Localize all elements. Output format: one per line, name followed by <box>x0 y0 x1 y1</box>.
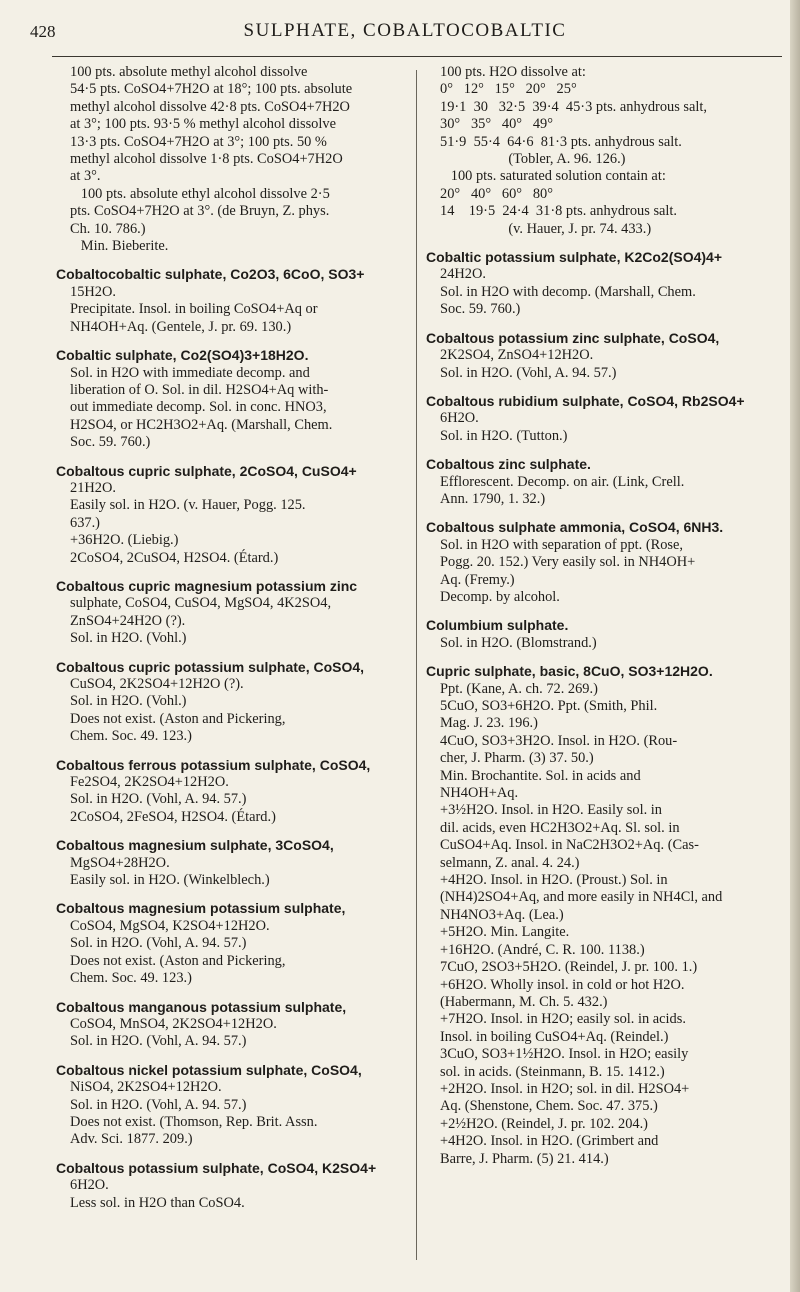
text-line: Soc. 59. 760.) <box>440 301 521 318</box>
text-line: liberation of O. Sol. in dil. H2SO4+Aq with- <box>70 381 329 398</box>
text-line: Min. Brochantite. Sol. in acids and <box>440 767 641 784</box>
text-line: 2K2SO4, ZnSO4+12H2O. <box>440 347 594 364</box>
text-line: Mag. J. 23. 196.) <box>440 715 538 732</box>
text-line: H2SO4, or HC2H3O2+Aq. (Marshall, Chem. <box>70 416 333 433</box>
text-line: Chem. Soc. 49. 123.) <box>70 728 192 745</box>
text-line: at 3°; 100 pts. 93·5 % methyl alcohol dissolve <box>70 116 336 133</box>
text-block <box>56 64 408 255</box>
text-line: Easily sol. in H2O. (Winkelblech.) <box>70 872 270 889</box>
text-line: sulphate, CoSO4, CuSO4, MgSO4, 4K2SO4, <box>70 595 332 612</box>
text-line: Sol. in H2O. (Vohl, A. 94. 57.) <box>70 1096 247 1113</box>
text-line: 20° 40° 60° 80° <box>440 185 553 202</box>
page-edge-shadow <box>790 0 800 1292</box>
dictionary-entry <box>56 757 408 827</box>
text-line: CoSO4, MgSO4, K2SO4+12H2O. <box>70 917 270 934</box>
entry-heading: Cobaltous rubidium sulphate, CoSO4, Rb2SO4+ <box>426 392 745 409</box>
text-line: 100 pts. H2O dissolve at: <box>440 64 586 80</box>
dictionary-entry <box>426 663 776 1168</box>
text-line: 7CuO, 2SO3+5H2O. (Reindel, J. pr. 100. 1.) <box>440 959 698 976</box>
text-line: Soc. 59. 760.) <box>70 434 151 451</box>
text-line: Sol. in H2O. (Vohl, A. 94. 57.) <box>70 1033 247 1050</box>
dictionary-entry <box>56 463 408 567</box>
dictionary-entry <box>56 837 408 889</box>
text-line: Adv. Sci. 1877. 209.) <box>70 1131 193 1148</box>
text-line: (v. Hauer, J. pr. 74. 433.) <box>440 220 652 237</box>
text-line: 100 pts. saturated solution contain at: <box>440 168 666 185</box>
entry-heading: Cobaltous magnesium sulphate, 3CoSO4, <box>56 837 334 854</box>
text-line: NH4OH+Aq. <box>440 785 519 802</box>
text-line: 0° 12° 15° 20° 25° <box>440 81 577 98</box>
text-line: +36H2O. (Liebig.) <box>70 532 179 549</box>
text-line: +2½H2O. (Reindel, J. pr. 102. 204.) <box>440 1115 648 1132</box>
entry-heading: Cobaltic potassium sulphate, K2Co2(SO4)4+ <box>426 249 723 266</box>
text-block <box>426 64 776 238</box>
text-line: selmann, Z. anal. 4. 24.) <box>440 854 580 871</box>
entry-heading: Cobaltous ferrous potassium sulphate, CoSO4, <box>56 756 371 773</box>
text-line: Sol. in H2O. (Vohl, A. 94. 57.) <box>70 935 247 952</box>
text-line: sol. in acids. (Steinmann, B. 15. 1412.) <box>440 1063 665 1080</box>
text-line: Sol. in H2O with decomp. (Marshall, Chem. <box>440 283 696 300</box>
text-line: Sol. in H2O with separation of ppt. (Rose, <box>440 536 684 553</box>
text-line: Ann. 1790, 1. 32.) <box>440 490 546 507</box>
text-line: +7H2O. Insol. in H2O; easily sol. in acids. <box>440 1011 686 1028</box>
text-line: Ch. 10. 786.) <box>70 220 146 237</box>
dictionary-entry <box>56 1160 408 1212</box>
text-line: dil. acids, even HC2H3O2+Aq. Sl. sol. in <box>440 819 680 836</box>
text-line: CoSO4, MnSO4, 2K2SO4+12H2O. <box>70 1015 277 1032</box>
text-line: Precipitate. Insol. in boiling CoSO4+Aq or <box>70 301 318 318</box>
text-line: Sol. in H2O. (Tutton.) <box>440 427 568 444</box>
entry-heading: Cobaltous potassium zinc sulphate, CoSO4, <box>426 329 720 346</box>
dictionary-entry <box>56 900 408 987</box>
text-line: 15H2O. <box>70 283 116 300</box>
text-line: Less sol. in H2O than CoSO4. <box>70 1194 245 1211</box>
text-line: 3CuO, SO3+1½H2O. Insol. in H2O; easily <box>440 1046 689 1063</box>
text-line: +5H2O. Min. Langite. <box>440 924 570 941</box>
entry-heading: Cobaltous magnesium potassium sulphate, <box>56 900 346 917</box>
entry-heading: Cobaltocobaltic sulphate, Co2O3, 6CoO, SO3+ <box>56 266 365 283</box>
text-line: Does not exist. (Aston and Pickering, <box>70 952 286 969</box>
text-line: Barre, J. Pharm. (5) 21. 414.) <box>440 1150 609 1167</box>
text-line: 54·5 pts. CoSO4+7H2O at 18°; 100 pts. absolute <box>70 81 353 98</box>
header-rule <box>52 56 782 57</box>
text-line: 4CuO, SO3+3H2O. Insol. in H2O. (Rou- <box>440 732 678 749</box>
text-line: CuSO4, 2K2SO4+12H2O (?). <box>70 676 244 692</box>
text-line: Sol. in H2O. (Vohl, A. 94. 57.) <box>440 364 617 381</box>
text-line: cher, J. Pharm. (3) 37. 50.) <box>440 750 594 767</box>
text-line: Insol. in boiling CuSO4+Aq. (Reindel.) <box>440 1028 669 1045</box>
dictionary-entry <box>426 456 776 508</box>
text-line: (NH4)2SO4+Aq, and more easily in NH4Cl, and <box>440 889 723 906</box>
text-line: +16H2O. (André, C. R. 100. 1138.) <box>440 941 645 958</box>
text-line: 100 pts. absolute ethyl alcohol dissolve 2·5 <box>70 185 330 202</box>
text-line: 30° 35° 40° 49° <box>440 116 553 133</box>
dictionary-entry <box>56 1062 408 1149</box>
text-line: Does not exist. (Aston and Pickering, <box>70 710 286 727</box>
text-line: Aq. (Fremy.) <box>440 571 515 588</box>
entry-heading: Cobaltic sulphate, Co2(SO4)3+18H2O. <box>56 347 309 364</box>
page-header <box>30 18 780 52</box>
text-line: Does not exist. (Thomson, Rep. Brit. Assn. <box>70 1113 318 1130</box>
text-line: Ppt. (Kane, A. ch. 72. 269.) <box>440 680 598 697</box>
dictionary-entry <box>56 347 408 451</box>
text-line: Chem. Soc. 49. 123.) <box>70 970 192 987</box>
text-line: Sol. in H2O. (Vohl.) <box>70 693 187 710</box>
entry-heading: Cobaltous nickel potassium sulphate, CoSO4, <box>56 1061 362 1078</box>
text-line: Efflorescent. Decomp. on air. (Link, Crell. <box>440 473 685 490</box>
dictionary-entry <box>426 617 776 652</box>
text-line: ZnSO4+24H2O (?). <box>70 612 186 629</box>
left-column <box>56 64 408 1223</box>
text-line: methyl alcohol dissolve 1·8 pts. CoSO4+7H2O <box>70 151 343 168</box>
running-title: SULPHATE, COBALTOCOBALTIC <box>243 20 567 41</box>
text-line: +4H2O. Insol. in H2O. (Grimbert and <box>440 1133 659 1150</box>
entry-heading: Cobaltous potassium sulphate, CoSO4, K2SO4+ <box>56 1159 377 1176</box>
dictionary-entry <box>56 266 408 336</box>
entry-heading: Cobaltous zinc sulphate. <box>426 456 591 473</box>
entry-heading: Cobaltous sulphate ammonia, CoSO4, 6NH3. <box>426 519 724 536</box>
right-column <box>426 64 776 1179</box>
text-line: +6H2O. Wholly insol. in cold or hot H2O. <box>440 976 685 993</box>
text-line: 13·3 pts. CoSO4+7H2O at 3°; 100 pts. 50 % <box>70 133 327 150</box>
text-line: NiSO4, 2K2SO4+12H2O. <box>70 1079 222 1096</box>
text-line: 19·1 30 32·5 39·4 45·3 pts. anhydrous salt, <box>440 98 707 115</box>
text-line: (Habermann, M. Ch. 5. 432.) <box>440 993 608 1010</box>
text-line: 6H2O. <box>70 1177 109 1194</box>
dictionary-entry <box>56 659 408 746</box>
dictionary-entry <box>56 578 408 648</box>
text-line: Decomp. by alcohol. <box>440 588 560 605</box>
entry-heading: Cobaltous cupric sulphate, 2CoSO4, CuSO4+ <box>56 462 357 479</box>
text-line: +4H2O. Insol. in H2O. (Proust.) Sol. in <box>440 872 668 889</box>
text-line: 5CuO, SO3+6H2O. Ppt. (Smith, Phil. <box>440 698 658 714</box>
text-line: Sol. in H2O. (Vohl, A. 94. 57.) <box>70 791 247 808</box>
text-line: 14 19·5 24·4 31·8 pts. anhydrous salt. <box>440 203 678 220</box>
entry-heading: Cobaltous cupric magnesium potassium zinc <box>56 577 358 594</box>
text-line: Easily sol. in H2O. (v. Hauer, Pogg. 125. <box>70 497 306 514</box>
text-line: Aq. (Shenstone, Chem. Soc. 47. 375.) <box>440 1098 658 1115</box>
text-line: CuSO4+Aq. Insol. in NaC2H3O2+Aq. (Cas- <box>440 837 699 854</box>
text-line: +3½H2O. Insol. in H2O. Easily sol. in <box>440 802 662 819</box>
text-line: 100 pts. absolute methyl alcohol dissolve <box>70 64 308 80</box>
text-line: 2CoSO4, 2FeSO4, H2SO4. (Étard.) <box>70 808 276 825</box>
text-line: Sol. in H2O. (Blomstrand.) <box>440 634 597 651</box>
dictionary-entry <box>426 393 776 445</box>
dictionary-entry <box>56 999 408 1051</box>
text-line: Min. Bieberite. <box>70 238 169 255</box>
page-number: 428 <box>30 22 56 41</box>
text-line: Sol. in H2O with immediate decomp. and <box>70 364 310 381</box>
text-line: 2CoSO4, 2CuSO4, H2SO4. (Étard.) <box>70 549 279 566</box>
text-line: out immediate decomp. Sol. in conc. HNO3, <box>70 399 327 416</box>
text-line: NH4OH+Aq. (Gentele, J. pr. 69. 130.) <box>70 318 292 335</box>
text-line: 24H2O. <box>440 266 486 283</box>
text-line: 51·9 55·4 64·6 81·3 pts. anhydrous salt. <box>440 133 682 150</box>
text-line: pts. CoSO4+7H2O at 3°. (de Bruyn, Z. phys. <box>70 203 330 220</box>
dictionary-entry <box>426 249 776 319</box>
column-divider <box>416 70 417 1260</box>
dictionary-entry <box>426 519 776 606</box>
text-line: Sol. in H2O. (Vohl.) <box>70 630 187 647</box>
text-line: methyl alcohol dissolve 42·8 pts. CoSO4+7H2O <box>70 98 350 115</box>
entry-heading: Cobaltous cupric potassium sulphate, CoSO4, <box>56 658 365 675</box>
text-line: 637.) <box>70 514 100 531</box>
entry-heading: Columbium sulphate. <box>426 617 569 634</box>
text-line: Pogg. 20. 152.) Very easily sol. in NH4OH+ <box>440 554 696 571</box>
text-line: +2H2O. Insol. in H2O; sol. in dil. H2SO4+ <box>440 1080 690 1097</box>
text-line: NH4NO3+Aq. (Lea.) <box>440 906 564 923</box>
text-line: 6H2O. <box>440 410 479 427</box>
dictionary-entry <box>426 330 776 382</box>
text-line: Fe2SO4, 2K2SO4+12H2O. <box>70 774 229 791</box>
text-line: MgSO4+28H2O. <box>70 854 170 871</box>
text-line: (Tobler, A. 96. 126.) <box>440 151 626 168</box>
text-line: 21H2O. <box>70 479 116 496</box>
entry-heading: Cobaltous manganous potassium sulphate, <box>56 998 347 1015</box>
text-line: at 3°. <box>70 168 101 185</box>
entry-heading: Cupric sulphate, basic, 8CuO, SO3+12H2O. <box>426 663 713 680</box>
